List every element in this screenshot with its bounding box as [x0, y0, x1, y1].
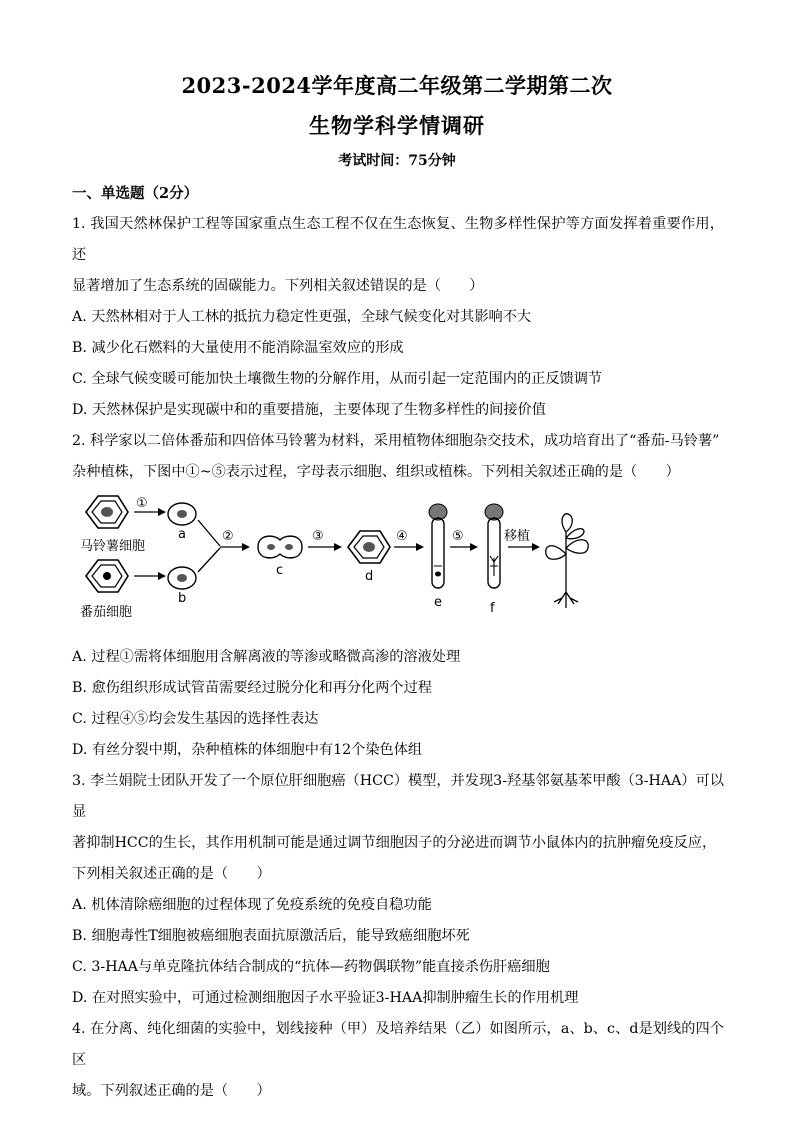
question-1-stem-line2: 显著增加了生态系统的固碳能力。下列相关叙述错误的是（ ） [72, 278, 484, 294]
step5-arrowhead [470, 543, 478, 551]
question-1-stem-line1: 1. 我国天然林保护工程等国家重点生态工程不仅在生态恢复、生物多样性保护等方面发挥着重要作用，还 [72, 216, 724, 263]
potato-cell-icon [86, 496, 128, 528]
section-title: 一、单选题（2分） [72, 185, 199, 202]
step1-label: ① [136, 496, 148, 511]
tomato-cell-label: 番茄细胞 [80, 605, 133, 620]
transplant-label: 移植 [504, 529, 531, 544]
label-c: c [276, 563, 284, 578]
question-4-stem-line1: 4. 在分离、纯化细菌的实验中，划线接种（甲）及培养结果（乙）如图所示，a、b、c、d是划线的四个区 [72, 1021, 724, 1068]
question-3-option-b: B. 细胞毒性T细胞被癌细胞表面抗原激活后，能导致癌细胞坏死 [72, 928, 470, 944]
protoplast-b-icon [168, 567, 196, 589]
question-3-option-a: A. 机体清除癌细胞的过程体现了免疫系统的免疫自稳功能 [72, 897, 432, 913]
question-4-stem-line2: 域。下列叙述正确的是（ ） [72, 1083, 271, 1099]
label-b: b [178, 591, 187, 606]
question-2-option-b: B. 愈伤组织形成试管苗需要经过脱分化和再分化两个过程 [72, 680, 432, 696]
step5-label: ⑤ [452, 529, 464, 544]
step4-arrowhead [416, 543, 424, 551]
step1-arrowhead [158, 508, 166, 516]
question-2-stem-line2: 杂种植株，下图中①~⑤表示过程，字母表示细胞、组织或植株。下列相关叙述正确的是（ ） [72, 464, 680, 480]
question-3-stem-line1: 3. 李兰娟院士团队开发了一个原位肝细胞癌（HCC）模型，并发现3-羟基邻氨基苯甲酸（3-HAA）可以显 [72, 773, 724, 820]
question-3-stem-line2: 著抑制HCC的生长，其作用机制可能是通过调节细胞因子的分泌进而调节小鼠体内的抗肿瘤免疫反应， [72, 835, 717, 851]
question-2-option-c: C. 过程④⑤均会发生基因的选择性表达 [72, 711, 319, 727]
step2-label: ② [222, 529, 234, 544]
label-a: a [178, 527, 186, 542]
exam-title-line1: 2023-2024学年度高二年级第二学期第二次 [181, 73, 613, 98]
test-tube-f-icon [485, 504, 503, 588]
figure-svg [72, 492, 532, 642]
potato-cell-label: 马铃薯细胞 [80, 539, 146, 554]
question-2-option-a: A. 过程①需将体细胞用含解离液的等渗或略微高渗的溶液处理 [72, 649, 461, 665]
question-3-option-d: D. 在对照实验中，可通过检测细胞因子水平验证3-HAA抑制肿瘤生长的作用机理 [72, 990, 579, 1006]
test-tube-e-icon [429, 504, 447, 588]
step3-label: ③ [312, 529, 324, 544]
label-f: f [490, 601, 495, 616]
transplant-arrowhead [532, 543, 540, 551]
step2-arrowhead [242, 543, 250, 551]
question-2-option-d: D. 有丝分裂中期，杂种植株的体细胞中有12个染色体组 [72, 742, 423, 758]
step2-arrow-top [198, 520, 220, 546]
question-2-stem-line1: 2. 科学家以二倍体番茄和四倍体马铃薯为材料，采用植物体细胞杂交技术，成功培育出了“番茄-马铃薯” [72, 433, 720, 449]
label-d: d [365, 569, 374, 584]
question-3-stem-line3: 下列相关叙述正确的是（ ） [72, 866, 271, 882]
exam-time: 考试时间：75分钟 [338, 153, 456, 169]
label-e: e [434, 595, 442, 610]
tomato-arrowhead [158, 572, 166, 580]
fused-cell-c-icon [258, 536, 302, 558]
hybrid-cell-d-icon [348, 531, 390, 563]
step4-label: ④ [396, 529, 408, 544]
question-1-option-d: D. 天然林保护是实现碳中和的重要措施，主要体现了生物多样性的间接价值 [72, 402, 546, 418]
question-1-option-a: A. 天然林相对于人工林的抵抗力稳定性更强，全球气候变化对其影响不大 [72, 309, 532, 325]
question-1-option-b: B. 减少化石燃料的大量使用不能消除温室效应的形成 [72, 340, 404, 356]
exam-content [72, 178, 724, 1107]
tomato-cell-icon [86, 560, 128, 592]
protoplast-a-icon [168, 503, 196, 525]
step2-arrow-bottom [198, 548, 220, 572]
step3-arrowhead [334, 543, 342, 551]
question-3-option-c: C. 3-HAA与单克隆抗体结合制成的“抗体—药物偶联物”能直接杀伤肝癌细胞 [72, 959, 550, 975]
figure-svg-right [504, 492, 704, 642]
hybrid-plant-icon [546, 514, 588, 608]
exam-title-line2: 生物学科学情调研 [309, 113, 485, 138]
question-1-option-c: C. 全球气候变暖可能加快土壤微生物的分解作用，从而引起一定范围内的正反馈调节 [72, 371, 603, 387]
somatic-hybridization-figure [72, 492, 724, 642]
